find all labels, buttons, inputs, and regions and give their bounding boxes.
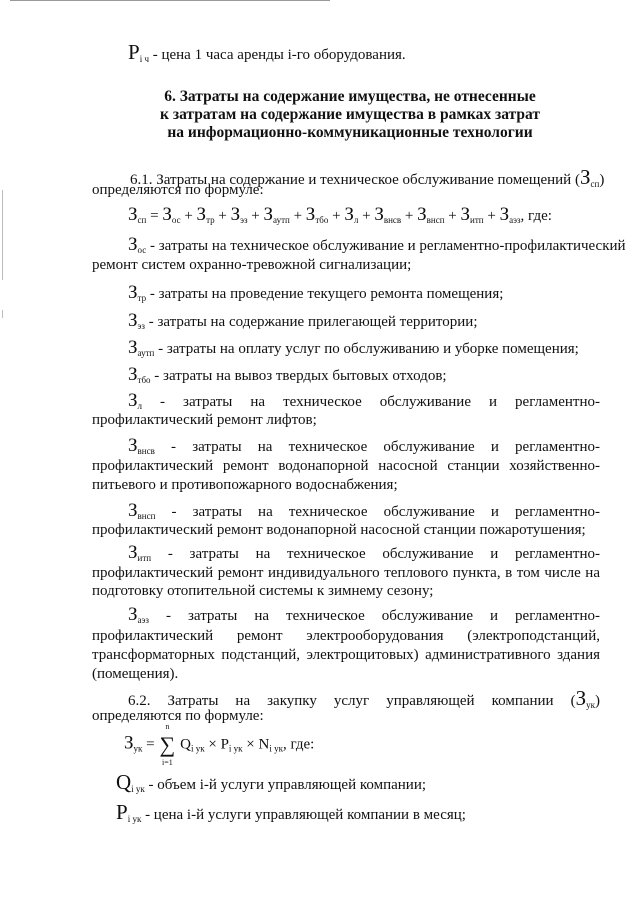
formula-term: $З_{итп}$ (460, 204, 484, 225)
def-zaez: $З_{аэз}$ - затраты на техническое обслуживание и регламентно- (128, 604, 600, 625)
formula-term: $З_{эз}$ (230, 204, 248, 225)
section-heading-line-1: 6. Затраты на содержание имущества, не отнесенные (164, 88, 536, 105)
plus-sign: + (214, 208, 231, 224)
def-zautp: $З_{аутп}$ - затраты на оплату услуг по обслуживанию и уборке помещения; (128, 337, 579, 358)
plus-sign: + (247, 208, 264, 224)
def-zvnsp: $З_{внсп}$ - затраты на техническое обслуживание и регламентно- (128, 500, 600, 521)
formula-term: $З_{тр}$ (196, 204, 215, 225)
def-zitp: $З_{итп}$ - затраты на техническое обслуживание и регламентно- (128, 542, 600, 563)
formula-term: $З_{внсв}$ (374, 204, 402, 225)
def-zaez-line-2: профилактический ремонт электрооборудования (электроподстанций, (92, 628, 600, 644)
formula-term: $З_{внсп}$ (417, 204, 445, 225)
def-zitp-line-2: профилактический ремонт индивидуального теплового пункта, в том числе на (92, 565, 600, 581)
section-heading-line-2: к затратам на содержание имущества в рамках затрат (160, 106, 540, 123)
plus-sign: + (289, 208, 306, 224)
sum-symbol: ∑ (159, 732, 176, 757)
formula-lhs: $З_{сп}$ (128, 204, 147, 225)
paragraph-6-1-line-1: 6.1. Затраты на содержание и техническое обслуживание помещений $(З_{сп})$ (130, 165, 605, 189)
top-rule (10, 0, 330, 1)
section-heading-line-3: на информационно-коммуникационные технологии (167, 124, 533, 141)
def-zaez-line-4: (помещения). (92, 666, 179, 682)
margin-mark (2, 190, 3, 280)
formula-term: $З_{аэз}$ (499, 204, 521, 225)
sum-lower-limit: i=1 (162, 758, 173, 767)
price-definition: $P_{i ч}$ - цена 1 часа аренды i-го оборудования. (128, 40, 406, 64)
def-ztbo: $З_{тбо}$ - затраты на вывоз твердых бытовых отходов; (128, 364, 447, 385)
def-p: $P_{i ук}$ - цена i-й услуги управляющей компании в месяц; (116, 800, 466, 824)
paragraph-6-1-line-2: определяются по формуле: (92, 182, 264, 198)
plus-sign: + (328, 208, 345, 224)
def-zvnsv-line-3: питьевого и противопожарного водоснабжения; (92, 477, 398, 493)
formula-term: $З_{тбо}$ (305, 204, 329, 225)
sum-upper-limit: n (165, 722, 170, 731)
paragraph-6-2-line-1: 6.2. Затраты на закупку услуг управляющей компании $(З_{ук})$ (128, 686, 600, 710)
def-zvnsv: $З_{внсв}$ - затраты на техническое обслуживание и регламентно- (128, 435, 600, 456)
def-zitp-line-3: подготовку отопительной системы к зимнему сезону; (92, 583, 434, 599)
plus-sign: + (483, 208, 500, 224)
plus-sign: + (358, 208, 375, 224)
plus-sign: + (401, 208, 418, 224)
formula-term: $З_{аутп}$ (263, 204, 290, 225)
formula-zuk: $З_{ук}$ = n ∑ i=1 $Q_{i ук} \times P_{i ук} \times N_{i ук}$, где: (124, 722, 315, 767)
def-zl: $З_л$ - затраты на техническое обслуживание и регламентно- (128, 390, 600, 411)
def-zvnsv-line-2: профилактический ремонт водонапорной насосной станции хозяйственно- (92, 458, 600, 474)
margin-mark (2, 310, 3, 318)
plus-sign: + (180, 208, 197, 224)
def-zos-line-2: ремонт систем охранно-тревожной сигнализации; (92, 257, 412, 273)
formula-zsp (128, 204, 552, 226)
def-q: $Q_{i ук}$ - объем i-й услуги управляющей компании; (116, 770, 427, 794)
def-zaez-line-3: трансформаторных подстанций, электрощитовых) административного здания (92, 647, 600, 663)
def-zez: $З_{эз}$ - затраты на содержание прилегающей территории; (128, 310, 478, 331)
formula-term: $З_{ос}$ (162, 204, 181, 225)
formula-where: , где: (520, 208, 552, 224)
def-zos: $З_{ос}$ - затраты на техническое обслуживание и регламентно-профилактический (128, 234, 626, 255)
formula-term: $З_л$ (344, 204, 359, 225)
equals-sign: = (146, 208, 163, 224)
def-zl-line-2: профилактический ремонт лифтов; (92, 412, 317, 428)
def-ztr: $З_{тр}$ - затраты на проведение текущего ремонта помещения; (128, 282, 504, 303)
def-zvnsp-line-2: профилактический ремонт водонапорной насосной станции пожаротушения; (92, 522, 586, 538)
plus-sign: + (444, 208, 461, 224)
paragraph-6-2-line-2: определяются по формуле: (92, 708, 264, 724)
